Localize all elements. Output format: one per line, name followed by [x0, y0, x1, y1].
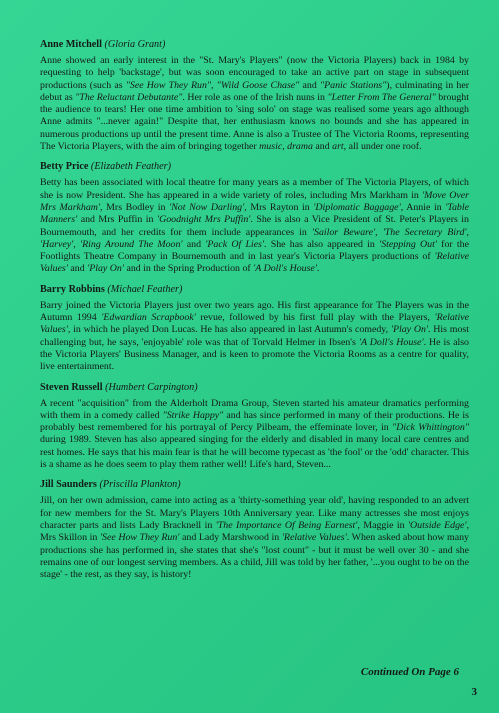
bio-entry — [40, 381, 469, 472]
production-title: 'Not Now Darling' — [169, 201, 245, 213]
bio-heading — [40, 478, 469, 491]
bio-text: Jill, on her own admission, came into acting as a 'thirty-something year old', having responded to an advert for new members for the St. Mary's Players 10th Anniversary year. Like many actresses she most enjoys character parts and lists Lady Bracknell in 'The Importance Of Being Earnest', Maggie in 'Outside Edge', Mrs Skillon in 'See How They Run' and Lady Marshwood in 'Relative Values'. When asked about how many productions she has performed in, she states that she's "lost count" - but it must be well over 30 - and she remains one of our longest serving members. As a child, Jill was told by her father, '...you ought to be on the stage' - the rest, as they say, is history! — [40, 495, 470, 581]
bio-heading — [40, 160, 469, 173]
production-title: 'Relative Values' — [281, 532, 347, 544]
production-title: 'Goodnight Mrs Puffin' — [156, 214, 251, 226]
bio-text: Barry joined the Victoria Players just over two years ago. His first appearance for The Players was in the Autumn 1994 'Edwardian Scrapbook' revue, followed by his first full play with the Players, 'Relative Values', in which he played Don Lucas. He has also appeared in last Autumn's comedy, 'Play On'. His most challenging but, he says, 'enjoyable' role was that of Torvald Helmer in Ibsen's 'A Doll's House'. He is also the Victoria Players' Business Manager, and is keen to promote the Victoria Rooms as a centre for quality, live entertainment. — [40, 299, 470, 373]
production-title: "The Reluctant Debutante" — [75, 91, 183, 103]
cast-biographies — [40, 38, 469, 581]
bio-heading — [40, 381, 469, 394]
production-title: "See How They Run" — [125, 79, 212, 91]
bio-entry — [40, 478, 469, 581]
character-role: (Michael Feather) — [107, 283, 183, 295]
actor-name: Steven Russell — [40, 381, 103, 393]
production-title: 'Ring Around The Moon' — [80, 238, 183, 250]
character-role: (Gloria Grant) — [104, 39, 166, 50]
production-title: "Panic Stations" — [319, 79, 387, 91]
actor-name: Betty Price — [40, 161, 89, 173]
character-role: (Priscilla Plankton) — [99, 479, 181, 491]
production-title: 'A Doll's House' — [253, 263, 317, 275]
production-title: 'Sailor Beware' — [311, 226, 376, 238]
character-role: (Elizabeth Feather) — [90, 161, 171, 173]
bio-heading — [40, 283, 469, 296]
production-title: 'Relative Values' — [40, 312, 470, 336]
production-title: art — [332, 141, 344, 153]
bio-entry — [40, 160, 469, 275]
production-title: "Strike Happy" — [162, 409, 224, 421]
production-title: 'Pack Of Lies' — [205, 238, 265, 250]
production-title: 'Stepping Out' — [379, 238, 437, 250]
bio-text: Anne showed an early interest in the "St. Mary's Players" (now the Victoria Players) back in 1984 by requesting to help 'backstage', but was soon encouraged to take an active part on stage in subsequent productions (such as "See How They Run", "Wild Goose Chase" and "Panic Stations"), culminating in her debut as "The Reluctant Debutante". Her role as one of the Irish nuns in "Letter From The General" brought the audience to tears! Her one time ambition to 'sing solo' on stage was realised some years ago although Anne admits "...never again!" Despite that, her enthusiasm knows no bounds and she has appeared in numerous productions up until the present time. Anne is also a Trustee of The Victoria Rooms, representing The Victoria Players, with the aim of bringing together music, drama and art, all under one roof. — [40, 55, 470, 153]
bio-heading — [40, 38, 469, 51]
production-title: "Wild Goose Chase" — [216, 79, 300, 91]
production-title: 'The Secretary Bird' — [382, 226, 467, 238]
production-title: 'Table Manners' — [40, 201, 469, 226]
production-title: 'Diplomatic Baggage' — [313, 201, 401, 213]
production-title: 'A Doll's House' — [358, 336, 424, 348]
production-title: 'See How They Run' — [99, 532, 180, 544]
page-number: 3 — [471, 686, 477, 698]
production-title: 'Relative Values' — [40, 251, 469, 275]
production-title: 'Outside Edge' — [407, 519, 467, 531]
bio-entry — [40, 283, 469, 374]
production-title: 'Move Over Mrs Markham' — [40, 189, 469, 213]
production-title: "Dick Whittington" — [392, 422, 469, 434]
bio-text: A recent "acquisition" from the Alderholt Drama Group, Steven started his amateur dramatics performing with them in a comedy called "Strike Happy" and has since performed in many of their productions. He is probably best remembered for his portrayal of Percy Pilbeam, the effeminate lover, in "Dick Whittington" during 1989. Steven has also appeared singing for the elderly and disabled in many local care centres and rest homes. He says that his main fear is that he will become typecast as 'the fool' or the 'odd' character. This is a shame as he does seem to play them rather well! Life's hard, Steven... — [40, 397, 469, 471]
actor-name: Jill Saunders — [40, 479, 97, 491]
character-role: (Humbert Carpington) — [105, 381, 198, 393]
actor-name: Barry Robbins — [40, 283, 105, 295]
production-title: "Letter From The General" — [327, 91, 436, 103]
bio-entry — [40, 38, 469, 153]
production-title: 'The Importance Of Being Earnest' — [215, 519, 358, 531]
production-title: 'Harvey' — [40, 238, 74, 250]
actor-name: Anne Mitchell — [40, 39, 102, 50]
continued-note: Continued On Page 6 — [360, 666, 459, 678]
bio-text: Betty has been associated with local theatre for many years as a member of The Victoria Players, of which she is now President. She has appeared in a wide variety of roles, including Mrs Markham in 'Move Over Mrs Markham', Mrs Bodley in 'Not Now Darling', Mrs Rayton in 'Diplomatic Baggage', Annie in 'Table Manners' and Mrs Puffin in 'Goodnight Mrs Puffin'. She is also a Vice President of St. Peter's Players in Bournemouth, and her credits for them include appearances in 'Sailor Beware', 'The Secretary Bird', 'Harvey', 'Ring Around The Moon' and 'Pack Of Lies'. She has also appeared in 'Stepping Out' for the Footlights Theatre Company in Bournemouth and in last year's Victoria Players productions of 'Relative Values' and 'Play On' and in the Spring Production of 'A Doll's House'. — [40, 177, 470, 275]
production-title: 'Edwardian Scrapbook' — [101, 312, 196, 324]
production-title: music, drama — [259, 141, 313, 153]
production-title: 'Play On' — [390, 324, 429, 336]
production-title: 'Play On' — [87, 263, 124, 275]
